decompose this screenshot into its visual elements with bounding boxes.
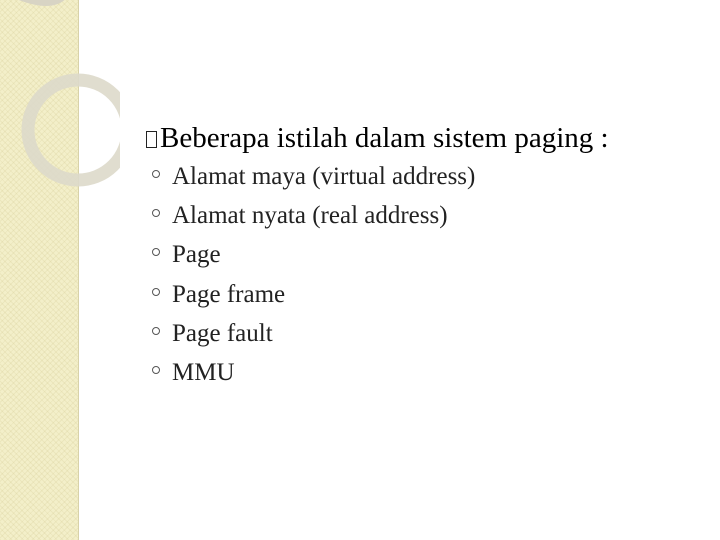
list-item [152, 281, 475, 320]
square-bullet-icon [146, 131, 157, 148]
list-item-text: Page frame [172, 280, 286, 308]
list-item-text: Alamat nyata (real address) [172, 202, 448, 230]
list-item-text: Alamat maya (virtual address) [172, 163, 476, 190]
heading-text: Beberapa istilah dalam sistem paging : [160, 122, 609, 154]
circle-bullet-icon [152, 288, 160, 296]
side-band [0, 0, 79, 540]
list-item-text: Page [172, 241, 221, 269]
list-item [152, 202, 475, 241]
term-list [152, 163, 475, 398]
circle-bullet-icon [152, 248, 160, 256]
list-item [152, 163, 475, 202]
list-item-text: MMU [172, 358, 235, 386]
circle-bullet-icon [152, 366, 160, 374]
list-item [152, 359, 475, 398]
circle-bullet-icon [152, 170, 160, 178]
list-item [152, 320, 475, 359]
list-item [152, 241, 475, 280]
slide-heading [146, 122, 609, 155]
list-item-text: Page fault [172, 319, 273, 347]
circle-bullet-icon [152, 327, 160, 335]
circle-bullet-icon [152, 209, 160, 217]
